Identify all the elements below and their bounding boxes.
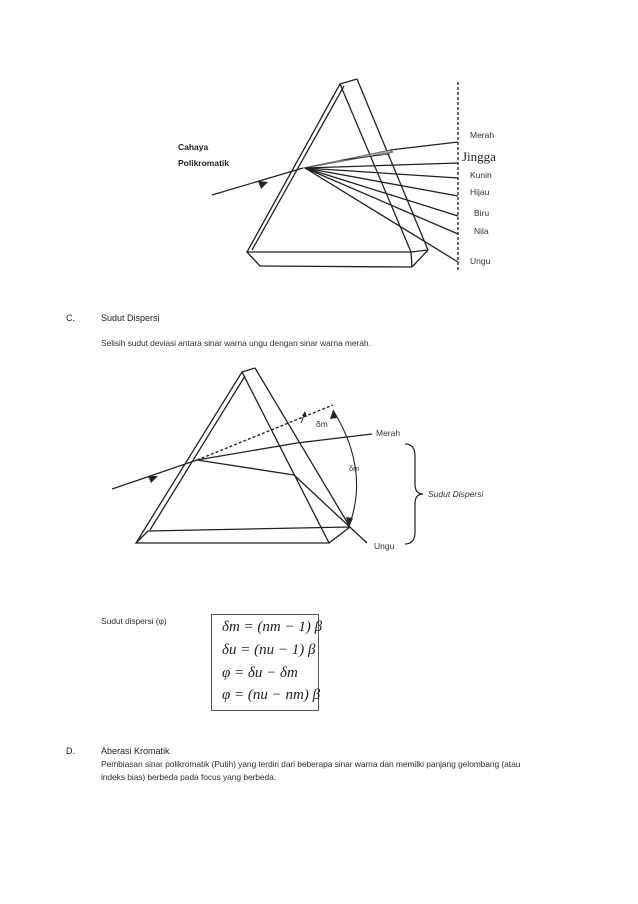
section-d-line-1: Pembiasan sinar polikromatik (Putih) yang terdiri dari beberapa sinar warna dan memilki panjang gelombang (atau bbox=[101, 759, 521, 769]
ray-merah bbox=[297, 434, 372, 443]
input-label-cahaya: Cahaya bbox=[178, 142, 209, 152]
formula-box bbox=[211, 614, 323, 711]
color-label-ungu: Ungu bbox=[470, 256, 491, 266]
color-label-merah: Merah bbox=[470, 130, 495, 140]
prism-front-face bbox=[136, 372, 329, 543]
section-d-title: Aberasi Kromatik bbox=[101, 746, 170, 756]
formula-line-4: φ = (nu − nm) β bbox=[222, 687, 321, 703]
formula-label: Sudut dispersi (φ) bbox=[101, 616, 167, 626]
formula-line-1: δm = (nm − 1) β bbox=[222, 619, 323, 635]
prism-edge bbox=[329, 527, 350, 543]
input-label-polikromatik: Polikromatik bbox=[178, 158, 230, 168]
delta-m-mid-label: δm bbox=[349, 464, 360, 473]
prism-edge bbox=[242, 368, 255, 372]
section-d-letter: D. bbox=[66, 746, 75, 756]
color-label-nila: Nila bbox=[474, 226, 489, 236]
formula-line-3: φ = δu − δm bbox=[222, 665, 298, 681]
color-label-jingga: Jingga bbox=[462, 149, 496, 164]
formula-line-2: δu = (nu − 1) β bbox=[222, 642, 316, 658]
section-c-description: Selisih sudut deviasi antara sinar warna ungu dengan sinar warna merah. bbox=[101, 338, 371, 348]
color-label-kunin: Kunin bbox=[470, 170, 492, 180]
label-sudut-dispersi: Sudut Dispersi bbox=[428, 489, 484, 499]
section-d-line-2: indeks bias) berbeda pada focus yang berbeda. bbox=[101, 772, 277, 782]
ray-arrow bbox=[148, 476, 158, 483]
label-ungu: Ungu bbox=[374, 541, 395, 551]
bracket-brace bbox=[405, 444, 423, 544]
label-merah: Merah bbox=[376, 428, 401, 438]
section-c-title: Sudut Dispersi bbox=[101, 313, 160, 323]
color-label-hijau: Hijau bbox=[470, 187, 490, 197]
section-c-letter: C. bbox=[66, 313, 75, 323]
delta-m-top-label: δm bbox=[316, 419, 328, 429]
color-label-biru: Biru bbox=[474, 208, 490, 218]
